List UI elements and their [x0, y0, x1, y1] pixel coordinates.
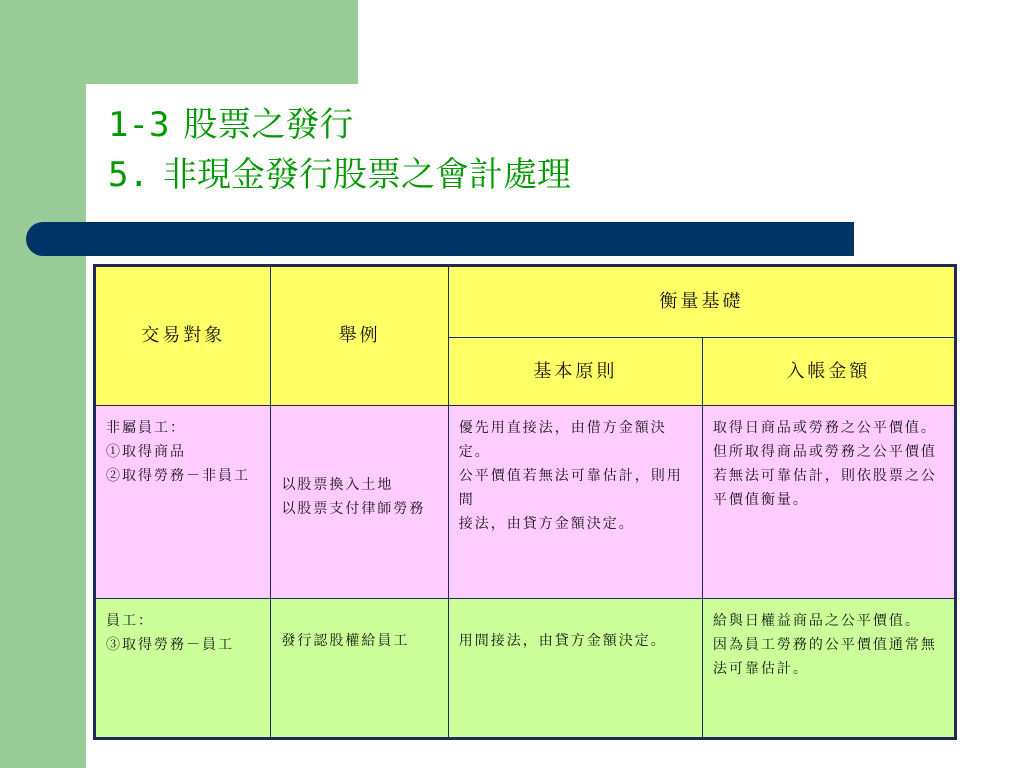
title-line-1 [108, 100, 571, 150]
cell-line: 若無法可靠估計，則依股票之公 [712, 468, 937, 484]
cell-line: 員工： [106, 613, 154, 629]
table-row [95, 599, 956, 739]
cell-line: 公平價值若無法可靠估計，則用間 [458, 468, 683, 508]
cell-line: 平價值衡量。 [712, 492, 809, 508]
cell-counterparty [95, 406, 271, 599]
accounting-table [93, 264, 957, 740]
header-measurement-basis: 衡量基礎 [448, 266, 955, 338]
cell-counterparty [95, 599, 271, 739]
cell-line: 取得日商品或勞務之公平價值。 [712, 420, 937, 436]
cell-principle [448, 406, 702, 599]
header-counterparty: 交易對象 [95, 266, 271, 406]
cell-line: 非屬員工： [106, 420, 186, 436]
cell-line: 以股票支付律師勞務 [281, 501, 426, 517]
cell-line: 優先用直接法，由借方金額決定。 [458, 420, 667, 460]
section-title: 股票之發行 [183, 105, 354, 145]
cell-amount [702, 599, 955, 739]
cell-line: 發行認股權給員工 [281, 633, 410, 649]
cell-line: 但所取得商品或勞務之公平價值 [712, 444, 937, 460]
title-divider-bar [44, 222, 854, 256]
subsection-title: 非現金發行股票之會計處理 [162, 155, 571, 195]
cell-example [271, 406, 448, 599]
header-recorded-amount: 入帳金額 [702, 338, 955, 406]
cell-line: 用間接法，由貸方金額決定。 [458, 633, 667, 649]
cell-principle [448, 599, 702, 739]
cell-line: 接法，由貸方金額決定。 [458, 516, 635, 532]
title-line-2 [108, 150, 571, 200]
cell-line: ②取得勞務－非員工 [106, 468, 250, 484]
subsection-number: 5. [108, 155, 149, 195]
header-example: 舉例 [271, 266, 448, 406]
cell-line: 法可靠估計。 [712, 661, 809, 677]
header-basic-principle: 基本原則 [448, 338, 702, 406]
cell-line: 給與日權益商品之公平價值。 [712, 613, 921, 629]
cell-line: 因為員工勞務的公平價值通常無 [712, 637, 937, 653]
cell-line: ①取得商品 [106, 444, 186, 460]
cell-amount [702, 406, 955, 599]
cell-line: 以股票換入土地 [281, 477, 394, 493]
cell-line: ③取得勞務－員工 [106, 637, 234, 653]
table-row [95, 406, 956, 599]
slide-title [108, 100, 571, 200]
cell-example [271, 599, 448, 739]
section-number: 1-3 [108, 105, 170, 145]
